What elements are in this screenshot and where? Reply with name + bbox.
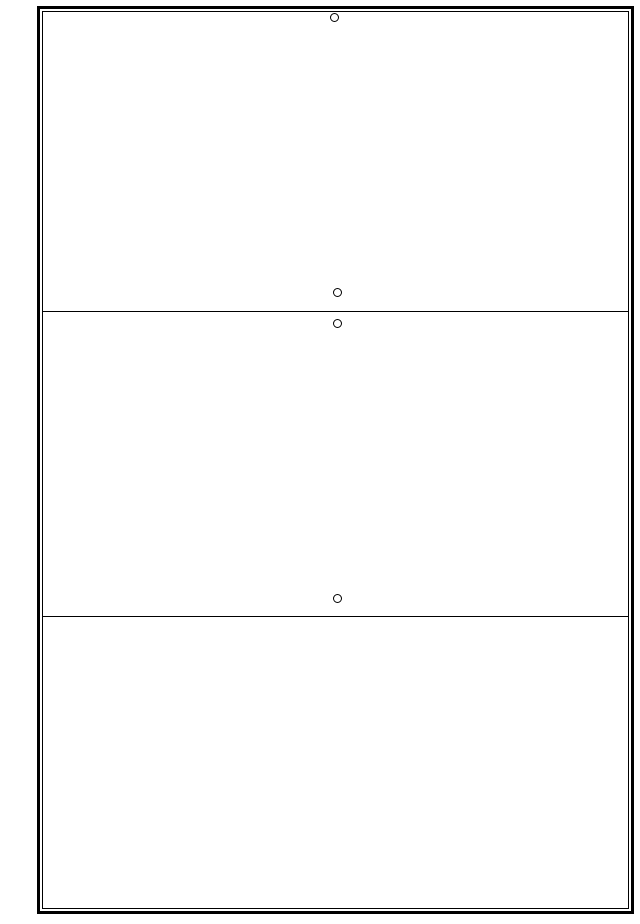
circle-mark xyxy=(333,594,342,603)
circle-mark xyxy=(333,319,342,328)
section-divider-bottom xyxy=(42,616,629,617)
circle-mark xyxy=(333,288,342,297)
section-divider-top xyxy=(42,311,629,312)
page-frame-inner xyxy=(42,11,629,909)
circle-mark xyxy=(330,13,339,22)
